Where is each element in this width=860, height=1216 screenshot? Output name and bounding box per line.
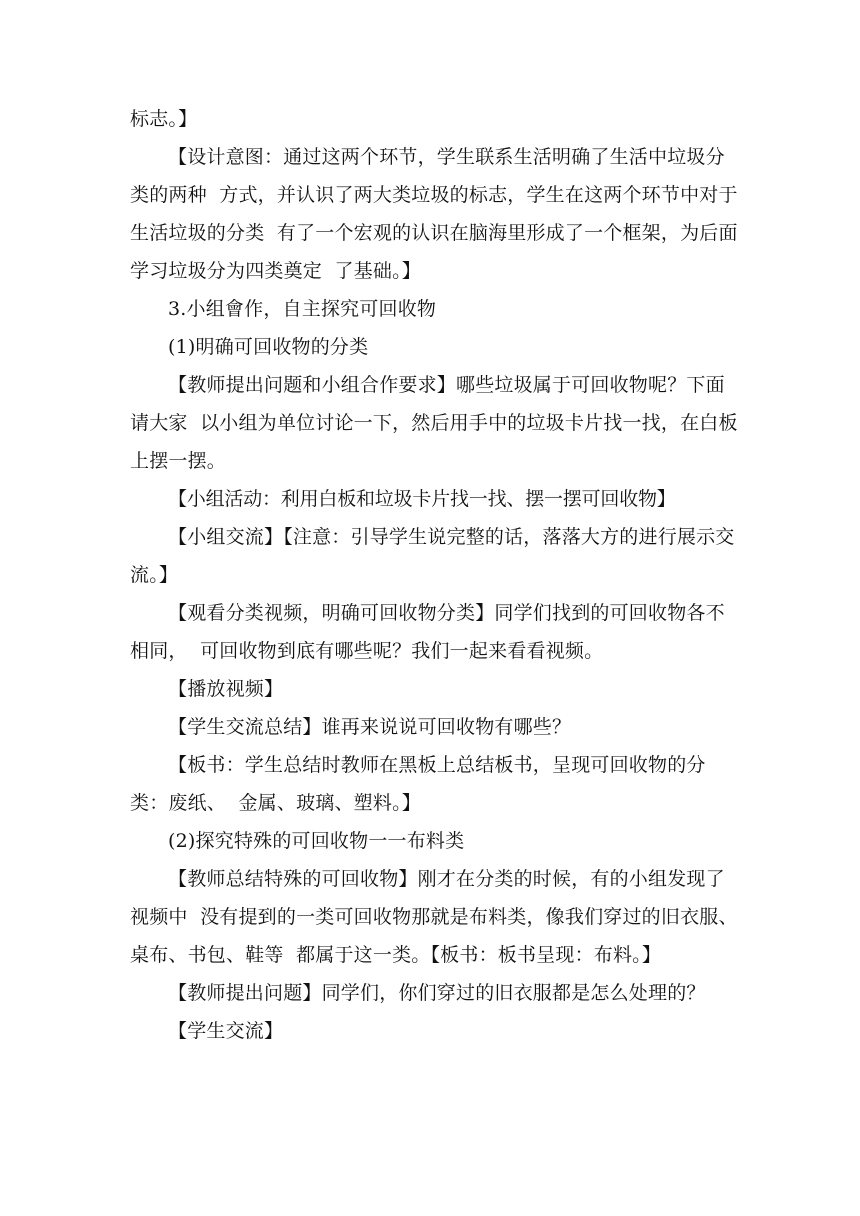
paragraph-student-summary: 【学生交流总结】谁再来说说可回收物有哪些？ [168, 716, 572, 738]
paragraph-group-exchange: 【小组交流】【注意：引导学生说完整的话，落落大方的进行展示交流。】 [130, 526, 735, 586]
paragraph-teacher-question-clothes: 【教师提出问题】同学们，你们穿过的旧衣服都是怎么处理的？ [168, 982, 706, 1004]
paragraph-design-intent: 【设计意图：通过这两个环节，学生联系生活明确了生活中垃圾分类的两种 方式，并认识了两大类垃圾的标志，学生在这两个环节中对于生活垃圾的分类 有了一个宏观的认识在脑海里形成了一个框架，为后面学习垃圾分为四类奠定 了基础。】 [130, 146, 738, 282]
paragraph-group-activity: 【小组活动：利用白板和垃圾卡片找一找、摆一摆可回收物】 [168, 488, 676, 510]
paragraph-student-exchange: 【学生交流】 [168, 1020, 284, 1042]
paragraph-play-video: 【播放视频】 [168, 678, 284, 700]
document-body [130, 100, 742, 1050]
paragraph-blackboard-notes: 【板书：学生总结时教师在黑板上总结板书，呈现可回收物的分类：废纸、 金属、玻璃、塑料。】 [130, 754, 706, 814]
paragraph-teacher-question: 【教师提出问题和小组合作要求】哪些垃圾属于可回收物呢？下面请大家 以小组为单位讨论一下，然后用手中的垃圾卡片找一找，在白板上摆一摆。 [130, 374, 738, 472]
paragraph-watch-video: 【观看分类视频，明确可回收物分类】同学们找到的可回收物各不相同， 可回收物到底有哪些呢？我们一起来看看视频。 [130, 602, 725, 662]
paragraph-teacher-summary: 【教师总结特殊的可回收物】刚才在分类的时候，有的小组发现了视频中 没有提到的一类可回收物那就是布料类，像我们穿过的旧衣服、桌布、书包、鞋等 都属于这一类。【板书：板书呈现：布料。】 [130, 868, 738, 966]
subsection-heading-recyclables: (1)明确可回收物的分类 [168, 336, 369, 358]
section-heading-group-work: 3.小组會作，自主探究可回收物 [168, 298, 437, 320]
paragraph-sign-end: 标志。】 [130, 108, 198, 130]
subsection-heading-fabric: (2)探究特殊的可回收物一一布料类 [168, 830, 465, 852]
